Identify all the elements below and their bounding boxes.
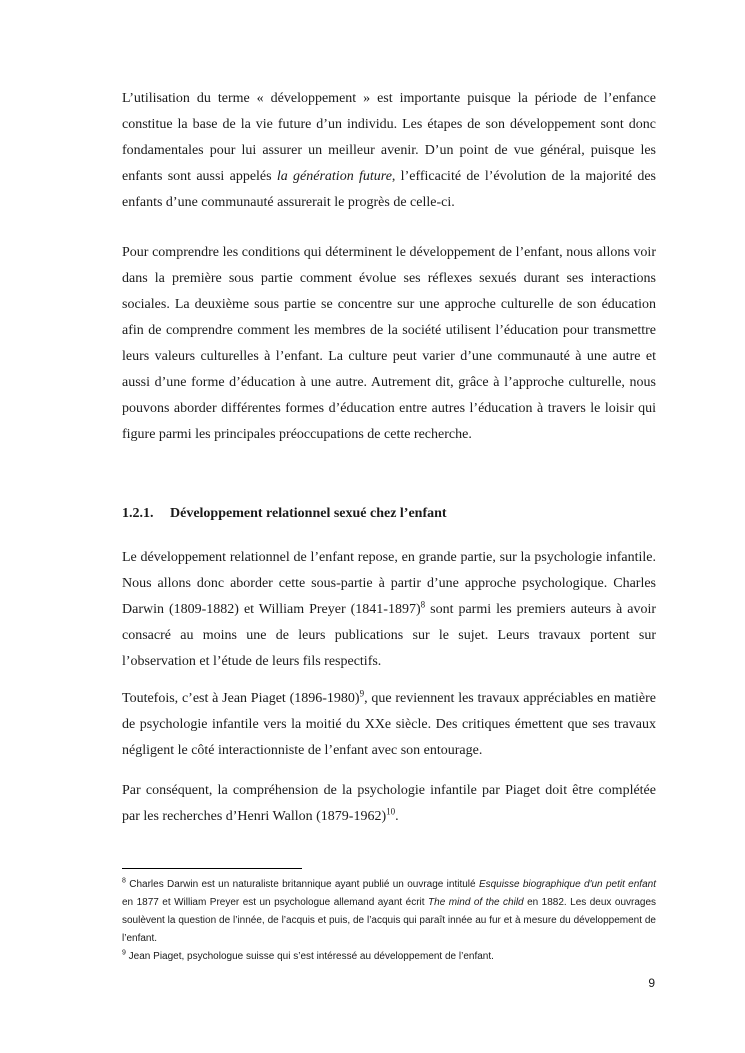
emphasis-generation-future: la génération future <box>276 169 392 184</box>
footnote-mark-8: 8 <box>122 877 126 885</box>
page-number: 9 <box>648 976 655 990</box>
paragraph-piaget: Toutefois, c’est à Jean Piaget (1896-1980)$^9$, que reviennent les travaux appréciables en matière de psychologie infantile vers la moitié du XXe siècle. Des critiques émettent que ses travaux négligent le côté interactionniste de l’enfant avec son entourage. <box>122 688 656 758</box>
footnote-8: $^8$ Charles Darwin est un naturaliste britannique ayant publié un ouvrage intitulé Esquisse biographique d'un petit enfant en 1877 et William Preyer est un psychologue allemand ayant écrit The mind of the child en 1882. Les deux ouvrages soulèvent la question de l’innée, de l’acquis et puis, de l’acquis qui paraît innée au fur et à mesure du développement de l’enfant. <box>122 877 657 944</box>
footnote-9: $^9$ Jean Piaget, psychologue suisse qui s’est intéressé au développement de l’enfant. <box>122 949 494 962</box>
footnote-mark-9: 9 <box>122 949 126 957</box>
footnote-ref-10[interactable]: 10 <box>386 806 396 817</box>
footnote-divider <box>122 868 302 869</box>
section-heading <box>122 506 447 522</box>
footnote-ref-9[interactable]: 9 <box>359 688 365 699</box>
paragraph-plan: Pour comprendre les conditions qui déterminent le développement de l’enfant, nous allons voir dans la première sous partie comment évolue ses réflexes sexués durant ses interactions sociales. La deuxième sous partie se concentre sur une approche culturelle de son éducation afin de comprendre comment les membres de la société utilisent l’éducation pour transmettre leurs valeurs culturelles à l’enfant. La culture peut varier d’une communauté à une autre et aussi d’une forme d’éducation à une autre. Autrement dit, grâce à l’approche culturelle, nous pouvons aborder différentes formes d’éducation entre autres l’éducation à travers le loisir qui figure parmi les principales préoccupations de cette recherche. <box>122 245 656 442</box>
paragraph-wallon: Par conséquent, la compréhension de la psychologie infantile par Piaget doit être complétée par les recherches d’Henri Wallon (1879-1962)$^{10}$. <box>122 783 656 824</box>
footnote-ref-8[interactable]: 8 <box>420 599 426 610</box>
paragraph-darwin-preyer: Le développement relationnel de l’enfant repose, en grande partie, sur la psychologie infantile. Nous allons donc aborder cette sous-partie à partir d’une approche psychologique. Charles Darwin (1809-1882) et William Preyer (1841-1897)$^8$ sont parmi les premiers auteurs à avoir consacré au moins une de leurs publications sur le sujet. Leurs travaux portent sur l’observation et l’étude de leurs fils respectifs. <box>122 550 656 669</box>
section-title: Développement relationnel sexué chez l’enfant <box>170 506 447 521</box>
paragraph-intro: L’utilisation du terme « développement » est importante puisque la période de l’enfance constitue la base de la vie future d’un individu. Les étapes de son développement sont donc fondamentales pour lui assurer un meilleur avenir. D’un point de vue général, puisque les enfants sont aussi appelés la génération future, l’efficacité de l’évolution de la majorité des enfants d’une communauté assurerait le progrès de celle-ci. <box>122 91 657 210</box>
section-number: 1.2.1. <box>122 506 154 521</box>
footnotes <box>122 876 656 966</box>
